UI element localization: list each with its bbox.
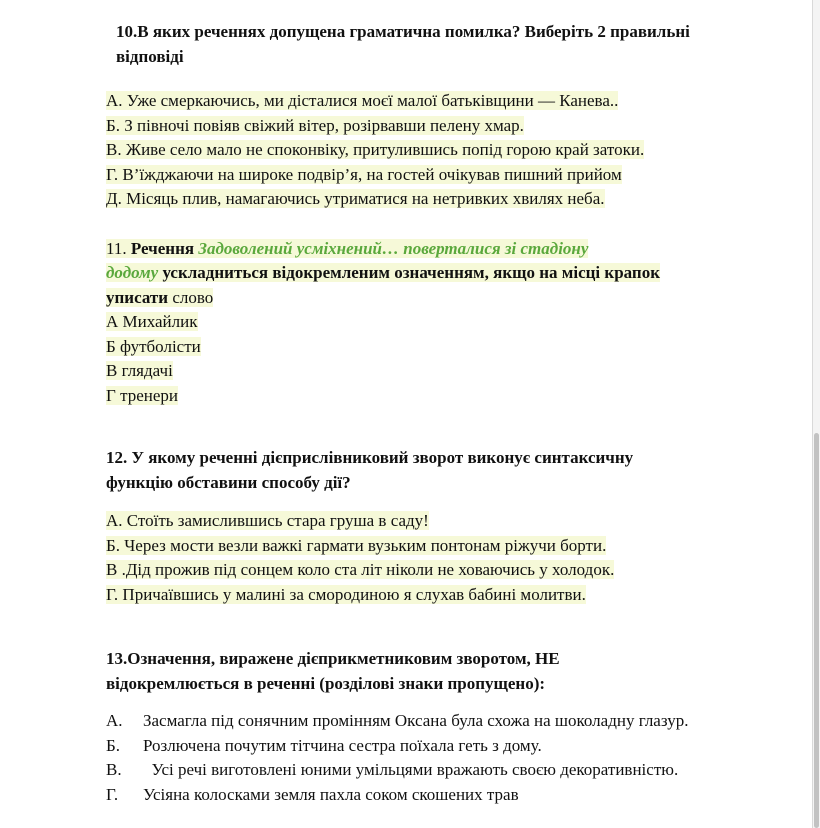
question-11-lead: Речення [130,238,195,258]
question-12-title-line-1: 12. У якому реченні дієприслівниковий зворот виконує синтаксичну [106,448,634,467]
document-content [106,20,756,807]
question-12-title-line-2: функцію обставини способу дії? [106,472,351,492]
question-11-options [106,310,756,408]
question-11-quote-2: додому [106,263,159,282]
option: Г. Причаївшись у малині за смородиною я слухав бабині молитви. [106,584,586,604]
option: В глядачі [106,361,173,380]
option: Б. Через мости везли важкі гармати вузьким понтонам ріжучи борти. [106,535,607,555]
question-10-title: 10.В яких реченнях допущена граматична помилка? Виберіть 2 правильні відповіді [116,22,690,66]
question-11 [106,237,756,409]
question-13 [106,647,756,807]
question-10-options [106,89,756,212]
option: А. Засмагла під сонячним промінням Оксана була схожа на шоколадну глазур. [106,711,689,730]
scrollbar-thumb[interactable] [814,433,819,828]
option: Б. З півночі повіяв свіжий вітер, розірвавши пелену хмар. [106,115,524,135]
option: Б. Розлючена почутим тітчина сестра поїхала геть з дому. [106,735,542,755]
question-11-rest: ускладниться відокремленим означенням, якщо на місці крапок [162,263,661,282]
option: А Михайлик [106,312,198,331]
vertical-scrollbar[interactable] [813,0,820,828]
option: Г. В’їжджаючи на широке подвір’я, на гостей очікував пишний прийом [106,164,622,184]
question-11-title [106,237,756,311]
option: Г тренери [106,385,179,405]
option: В. Живе село мало не споконвіку, притулившись попід горою край затоки. [106,140,645,159]
option: В .Дід прожив під сонцем коло ста літ ніколи не ховаючись у холодок. [106,560,615,579]
question-12-title [106,446,756,495]
option: Д. Місяць плив, намагаючись утриматися на нетривких хвилях неба. [106,189,605,208]
question-11-quote-1: Задоволений усміхнений… поверталися зі стадіону [198,238,589,258]
question-11-rest-plain: слово [172,287,214,307]
question-11-number: 11. [106,238,127,258]
option: А. Стоїть замислившись стара груша в саду! [106,511,429,530]
option: Б футболісти [106,336,201,356]
option: В. Усі речі виготовлені юними умільцями вражають своєю декоративністю. [106,760,679,779]
question-13-title [106,647,756,696]
option: Г. Усіяна колосками земля пахла соком скошених трав [106,784,519,804]
question-13-title-line-2: відокремлюється в реченні (розділові знаки пропущено): [106,673,546,693]
question-10 [106,20,756,212]
question-11-rest-2: уписати [106,287,169,307]
question-12-options [106,509,756,607]
option: А. Уже смеркаючись, ми дісталися моєї малої батьківщини — Канева.. [106,91,619,110]
question-13-options [106,709,756,807]
question-12 [106,446,756,607]
question-13-title-line-1: 13.Означення, виражене дієприкметниковим зворотом, НЕ [106,649,560,668]
